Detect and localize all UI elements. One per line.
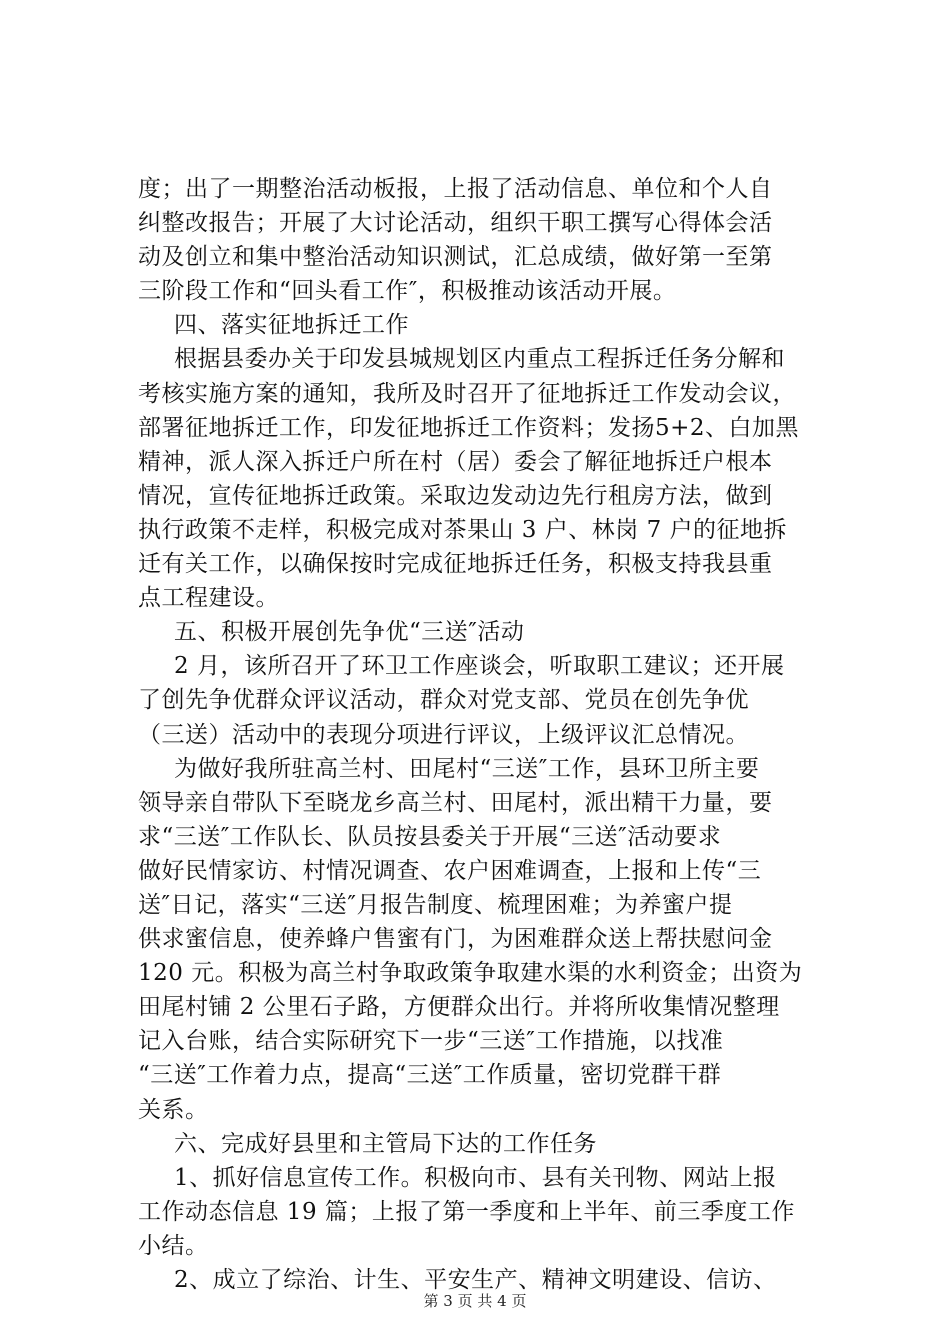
text-line: 为做好我所驻高兰村、田尾村“三送″工作，县环卫所主要 <box>174 755 760 782</box>
text-line: 记入台账，结合实际研究下一步“三送″工作措施，以找准 <box>138 1028 724 1055</box>
text-line: 部署征地拆迁工作，印发征地拆迁工作资料；发扬5+2、白加黑 <box>138 414 800 441</box>
text-line: 动及创立和集中整治活动知识测试，汇总成绩，做好第一至第 <box>138 244 773 271</box>
text-line: 纠整改报告；开展了大讨论活动，组织干职工撰写心得体会活 <box>138 210 773 237</box>
text-line: 执行政策不走样，积极完成对茶果山 3 户、林岗 7 户的征地拆 <box>138 516 788 543</box>
text-line: 了创先争优群众评议活动，群众对党支部、党员在创先争优 <box>138 687 749 714</box>
text-line: 工作动态信息 19 篇；上报了第一季度和上半年、前三季度工作 <box>138 1198 795 1225</box>
text-line: 2、成立了综治、计生、平安生产、精神文明建设、信访、 <box>174 1267 777 1293</box>
text-line: 四、落实征地拆迁工作 <box>174 312 409 339</box>
text-line: （三送）活动中的表现分项进行评议，上级评议汇总情况。 <box>138 721 749 748</box>
text-line: 五、积极开展创先争优“三送″活动 <box>174 619 525 646</box>
text-line: 度；出了一期整治活动板报，上报了活动信息、单位和个人自 <box>138 176 773 202</box>
text-line: 精神，派人深入拆迁户所在村（居）委会了解征地拆迁户根本 <box>138 448 773 475</box>
text-line: 迁有关工作，以确保按时完成征地拆迁任务，积极支持我县重 <box>138 551 773 578</box>
text-line: 求“三送″工作队长、队员按县委关于开展“三送″活动要求 <box>138 823 722 850</box>
text-line: 120 元。积极为高兰村争取政策争取建水渠的水利资金；出资为 <box>138 960 803 987</box>
document-body <box>138 172 838 1297</box>
text-line: 供求蜜信息，使养蜂户售蜜有门，为困难群众送上帮扶慰问金 <box>138 926 773 953</box>
text-line: 做好民情家访、村情况调查、农户困难调查，上报和上传“三 <box>138 857 762 884</box>
page-footer: 第 3 页 共 4 页 <box>423 1292 527 1310</box>
text-line: 考核实施方案的通知，我所及时召开了征地拆迁工作发动会议， <box>138 380 796 407</box>
text-line: 田尾村铺 2 公里石子路，方便群众出行。并将所收集情况整理 <box>138 994 780 1021</box>
text-line: 点工程建设。 <box>138 585 279 612</box>
text-line: 根据县委办关于印发县城规划区内重点工程拆迁任务分解和 <box>174 346 785 373</box>
text-line: 2 月，该所召开了环卫工作座谈会，听取职工建议；还开展 <box>174 653 785 680</box>
text-line: 关系。 <box>138 1096 209 1123</box>
text-line: 领导亲自带队下至晓龙乡高兰村、田尾村，派出精干力量，要 <box>138 789 773 816</box>
text-line: 情况，宣传征地拆迁政策。采取边发动边先行租房方法，做到 <box>138 482 773 509</box>
text-line: “三送″工作着力点，提高“三送″工作质量，密切党群干群 <box>138 1062 722 1089</box>
text-line: 三阶段工作和“回头看工作″，积极推动该活动开展。 <box>138 278 677 305</box>
text-line: 小结。 <box>138 1232 209 1259</box>
text-line: 送″日记，落实“三送″月报告制度、梳理困难；为养蜜户提 <box>138 891 733 918</box>
text-line: 六、完成好县里和主管局下达的工作任务 <box>174 1130 597 1157</box>
text-line: 1、抓好信息宣传工作。积极向市、县有关刊物、网站上报 <box>174 1164 777 1191</box>
